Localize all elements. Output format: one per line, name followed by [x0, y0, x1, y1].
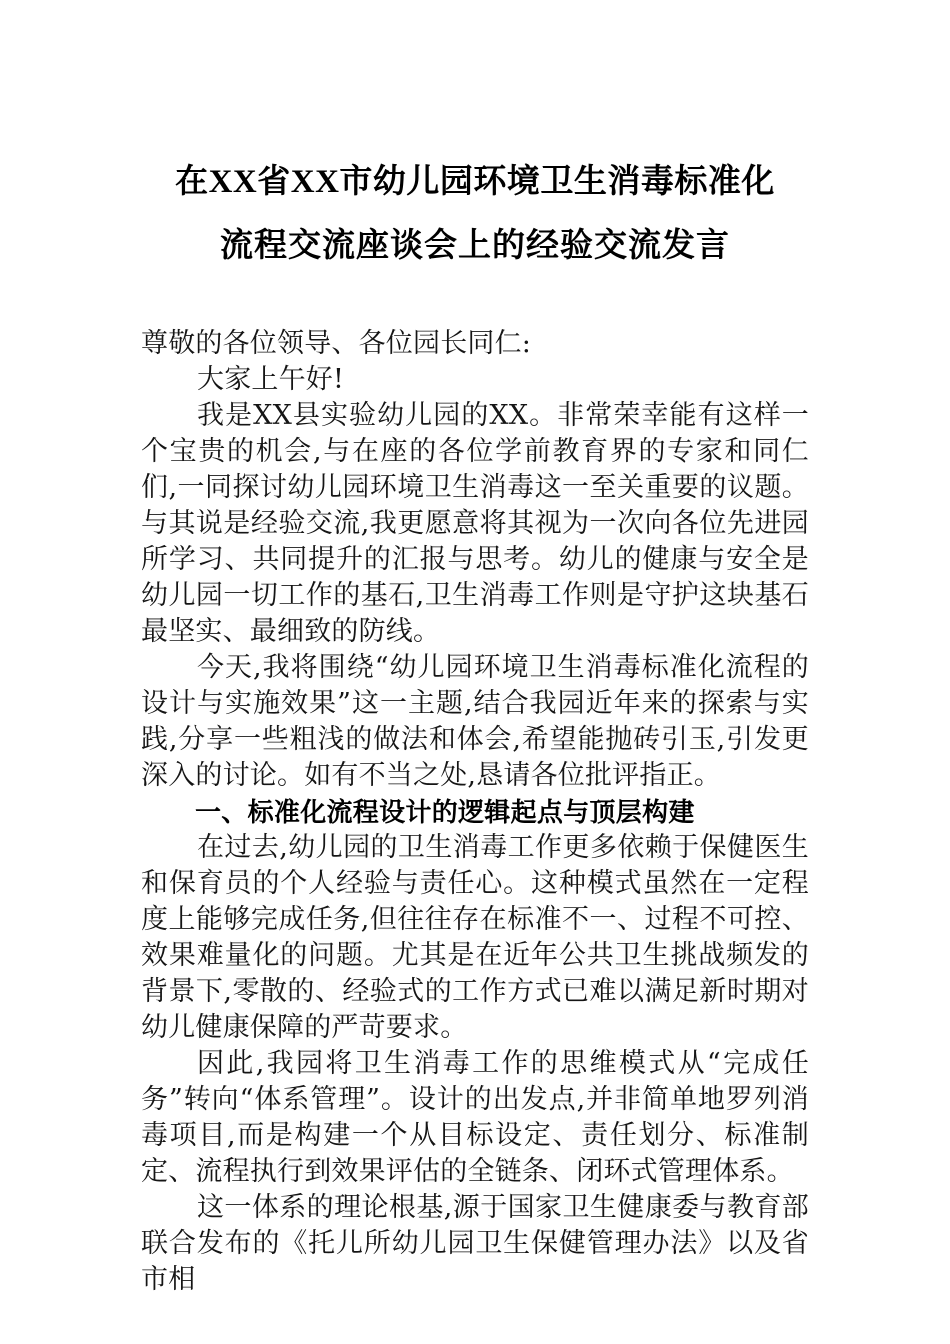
section-paragraph-theoretical-basis: 这一体系的理论根基,源于国家卫生健康委与教育部联合发布的《托儿所幼儿园卫生保健管理办法》以及省市相	[141, 1192, 809, 1295]
section-paragraph-past-practice: 在过去,幼儿园的卫生消毒工作更多依赖于保健医生和保育员的个人经验与责任心。这种模式虽然在一定程度上能够完成任务,但往往存在标准不一、过程不可控、效果难量化的问题。尤其是在近年公共卫生挑战频发的背景下,零散的、经验式的工作方式已难以满足新时期对幼儿健康保障的严苛要求。	[141, 832, 809, 1043]
section-heading-one: 一、标准化流程设计的逻辑起点与顶层构建	[195, 797, 695, 827]
document-title-line-1: 在XX省XX市幼儿园环境卫生消毒标准化	[175, 164, 775, 200]
document-title-line-2: 流程交流座谈会上的经验交流发言	[220, 228, 730, 264]
document-title	[141, 150, 809, 278]
greeting: 大家上午好!	[197, 364, 345, 395]
document-body	[141, 326, 809, 1298]
paragraph-intro: 我是XX县实验幼儿园的XX。非常荣幸能有这样一个宝贵的机会,与在座的各位学前教育界的专家和同仁们,一同探讨幼儿园环境卫生消毒这一至关重要的议题。与其说是经验交流,我更愿意将其视为一次向各位先进园所学习、共同提升的汇报与思考。幼儿的健康与安全是幼儿园一切工作的基石,卫生消毒工作则是守护这块基石最坚实、最细致的防线。	[141, 400, 809, 647]
paragraph-topic: 今天,我将围绕“幼儿园环境卫生消毒标准化流程的设计与实施效果”这一主题,结合我园近年来的探索与实践,分享一些粗浅的做法和体会,希望能抛砖引玉,引发更深入的讨论。如有不当之处,恳请各位批评指正。	[141, 652, 809, 791]
section-paragraph-system-management: 因此,我园将卫生消毒工作的思维模式从“完成任务”转向“体系管理”。设计的出发点,并非简单地罗列消毒项目,而是构建一个从目标设定、责任划分、标准制定、流程执行到效果评估的全链条、闭环式管理体系。	[141, 1048, 809, 1187]
salutation: 尊敬的各位领导、各位园长同仁:	[141, 328, 532, 359]
document-content	[141, 150, 809, 1298]
